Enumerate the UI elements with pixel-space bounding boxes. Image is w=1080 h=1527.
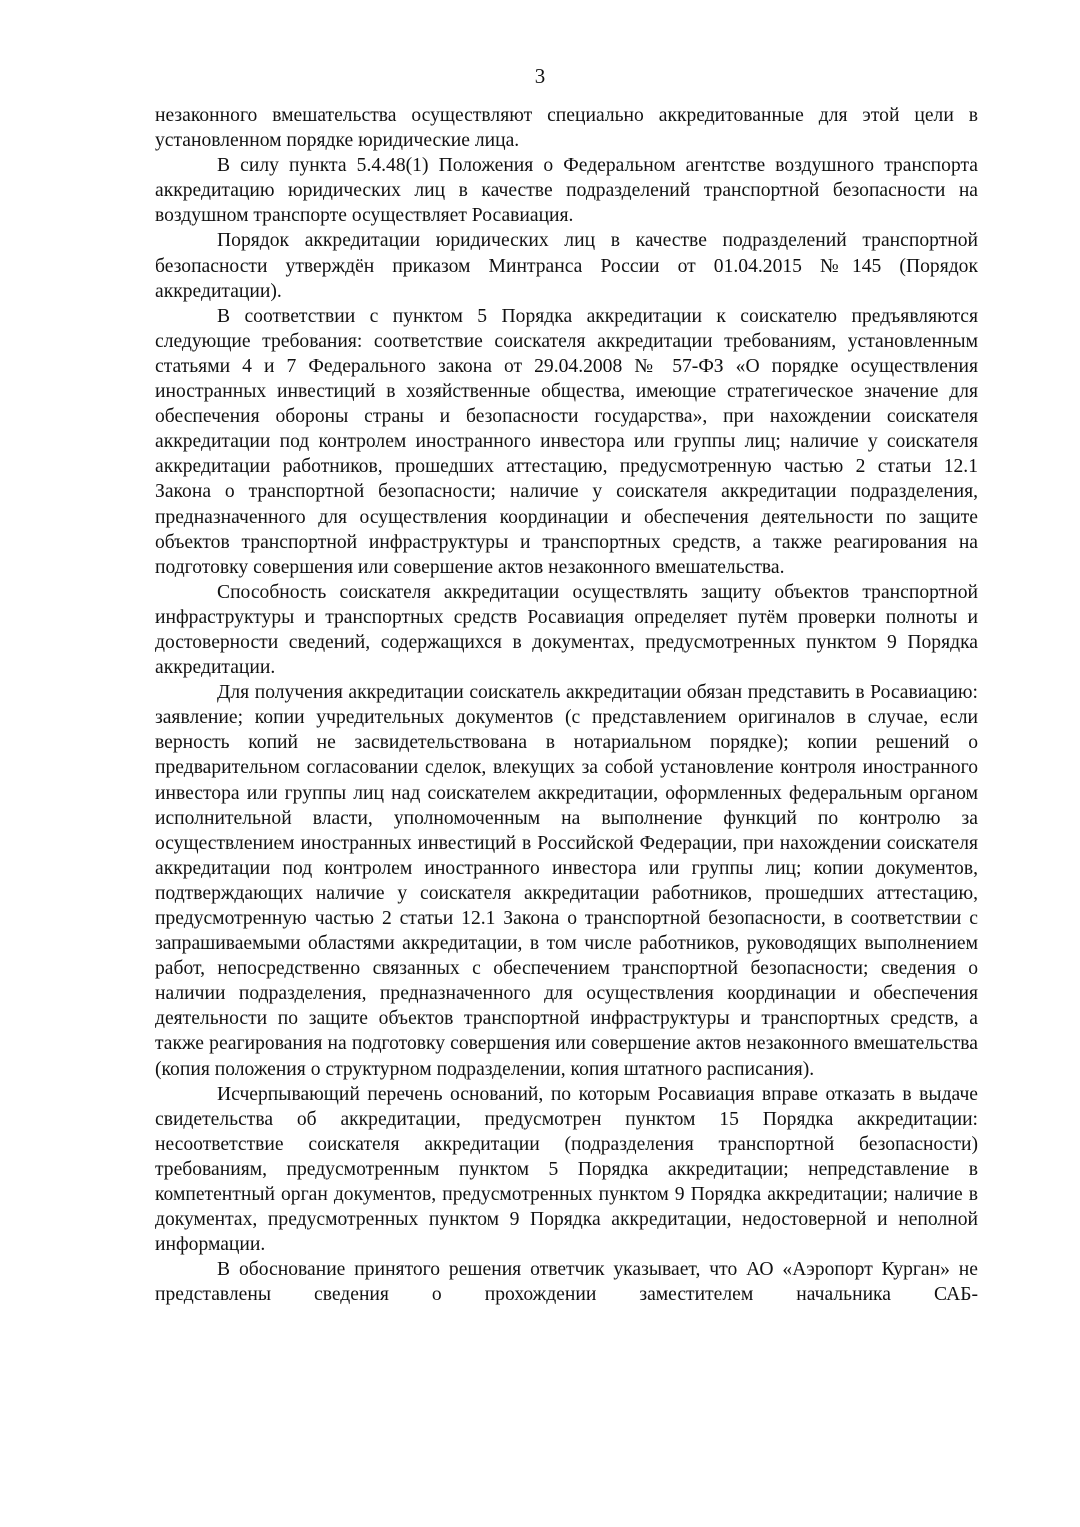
paragraph: Способность соискателя аккредитации осуществлять защиту объектов транспортной инфраструктуры и транспортных средств Росавиация определяет путём проверки полноты и достоверности сведений, содержащихся в документах, предусмотренных пунктом 9 Порядка аккредитации.	[155, 581, 978, 679]
paragraph: Для получения аккредитации соискатель аккредитации обязан представить в Росавиацию: заявление; копии учредительных документов (с представлением оригиналов в случае, если верность копий не засвидетельствована в нотариальном порядке); копии решений о предварительном согласовании сделок, влекущих за собой установление контроля иностранного инвестора или группы лиц над соискателем аккредитации, оформленных федеральным органом исполнительной власти, уполномоченным на выполнение функций по контролю за осуществлением иностранных инвестиций в Российской Федерации, при нахождении соискателя аккредитации под контролем иностранного инвестора или группы лиц; копии документов, подтверждающих наличие у соискателя аккредитации работников, прошедших аттестацию, предусмотренную частью 2 статьи 12.1 Закона о транспортной безопасности, в соответствии с запрашиваемыми областями аккредитации, в том числе работников, руководящих выполнением работ, непосредственно связанных с обеспечением транспортной безопасности; сведения о наличии подразделения, предназначенного для осуществления координации и обеспечения деятельности по защите объектов транспортной инфраструктуры и транспортных средств, а также реагирования на подготовку совершения или совершение актов незаконного вмешательства (копия положения о структурном подразделении, копия штатного расписания).	[155, 682, 978, 1080]
paragraph: В соответствии с пунктом 5 Порядка аккредитации к соискателю предъявляются следующие требования: соответствие соискателя аккредитации требованиям, установленным статьями 4 и 7 Федерального закона от 29.04.2008 № 57-ФЗ «О порядке осуществления иностранных инвестиций в хозяйственные общества, имеющие стратегическое значение для обеспечения обороны страны и безопасности государства», при нахождении соискателя аккредитации под контролем иностранного инвестора или группы лиц; наличие у соискателя аккредитации работников, прошедших аттестацию, предусмотренную частью 2 статьи 12.1 Закона о транспортной безопасности; наличие у соискателя аккредитации подразделения, предназначенного для осуществления координации и обеспечения деятельности по защите объектов транспортной инфраструктуры и транспортных средств, а также реагирования на подготовку совершения или совершение актов незаконного вмешательства.	[155, 305, 978, 578]
paragraph: незаконного вмешательства осуществляют специально аккредитованные для этой цели в установленном порядке юридические лица.	[155, 105, 978, 152]
paragraph: В силу пункта 5.4.48(1) Положения о Федеральном агентстве воздушного транспорта аккредитацию юридических лиц в качестве подразделений транспортной безопасности на воздушном транспорте осуществляет Росавиация.	[155, 155, 978, 227]
page-number: 3	[534, 64, 546, 88]
paragraph: Исчерпывающий перечень оснований, по которым Росавиация вправе отказать в выдаче свидетельства об аккредитации, предусмотрен пунктом 15 Порядка аккредитации: несоответствие соискателя аккредитации (подразделения транспортной безопасности) требованиям, предусмотренным пунктом 5 Порядка аккредитации; непредставление в компетентный орган документов, предусмотренных пунктом 9 Порядка аккредитации; наличие в документах, предусмотренных пунктом 9 Порядка аккредитации, недостоверной и неполной информации.	[155, 1083, 978, 1256]
paragraph-continued: В обоснование принятого решения ответчик указывает, что АО «Аэропорт Курган» не представлены сведения о прохождении заместителем начальника САБ-	[155, 1259, 978, 1306]
paragraph: Порядок аккредитации юридических лиц в качестве подразделений транспортной безопасности утверждён приказом Минтранса России от 01.04.2015 №145 (Порядок аккредитации).	[155, 230, 978, 302]
document-body	[155, 103, 978, 1308]
